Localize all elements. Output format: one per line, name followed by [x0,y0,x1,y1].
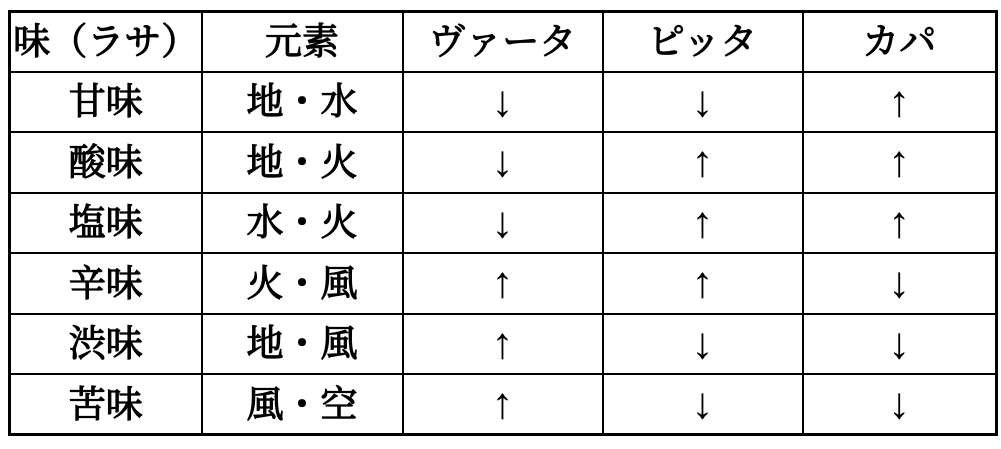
header-taste: 味（ラサ） [10,12,202,72]
vata-arrow-cell: ↓ [403,193,603,254]
vata-arrow-cell: ↓ [403,72,603,133]
pitta-arrow-cell: ↓ [603,314,803,375]
header-elements: 元素 [202,12,403,72]
kapha-arrow-cell: ↓ [803,253,997,314]
vata-arrow-cell: ↑ [403,253,603,314]
header-vata: ヴァータ [403,12,603,72]
elements-cell: 地・風 [202,314,403,375]
taste-cell: 酸味 [10,132,202,193]
table-row [10,72,997,133]
table-row [10,193,997,254]
taste-cell: 塩味 [10,193,202,254]
taste-cell: 辛味 [10,253,202,314]
kapha-arrow-cell: ↑ [803,132,997,193]
vata-arrow-cell: ↑ [403,314,603,375]
pitta-arrow-cell: ↓ [603,374,803,435]
taste-cell: 渋味 [10,314,202,375]
elements-cell: 風・空 [202,374,403,435]
rasa-dosha-table [8,10,998,436]
pitta-arrow-cell: ↓ [603,72,803,133]
table-row [10,314,997,375]
header-row [10,12,997,72]
taste-cell: 苦味 [10,374,202,435]
kapha-arrow-cell: ↓ [803,374,997,435]
table-row [10,132,997,193]
elements-cell: 地・火 [202,132,403,193]
elements-cell: 水・火 [202,193,403,254]
table-row [10,253,997,314]
elements-cell: 地・水 [202,72,403,133]
vata-arrow-cell: ↑ [403,374,603,435]
kapha-arrow-cell: ↑ [803,72,997,133]
pitta-arrow-cell: ↑ [603,193,803,254]
pitta-arrow-cell: ↑ [603,253,803,314]
elements-cell: 火・風 [202,253,403,314]
header-kapha: カパ [803,12,997,72]
vata-arrow-cell: ↓ [403,132,603,193]
pitta-arrow-cell: ↑ [603,132,803,193]
table-row [10,374,997,435]
kapha-arrow-cell: ↑ [803,193,997,254]
header-pitta: ピッタ [603,12,803,72]
taste-cell: 甘味 [10,72,202,133]
kapha-arrow-cell: ↓ [803,314,997,375]
